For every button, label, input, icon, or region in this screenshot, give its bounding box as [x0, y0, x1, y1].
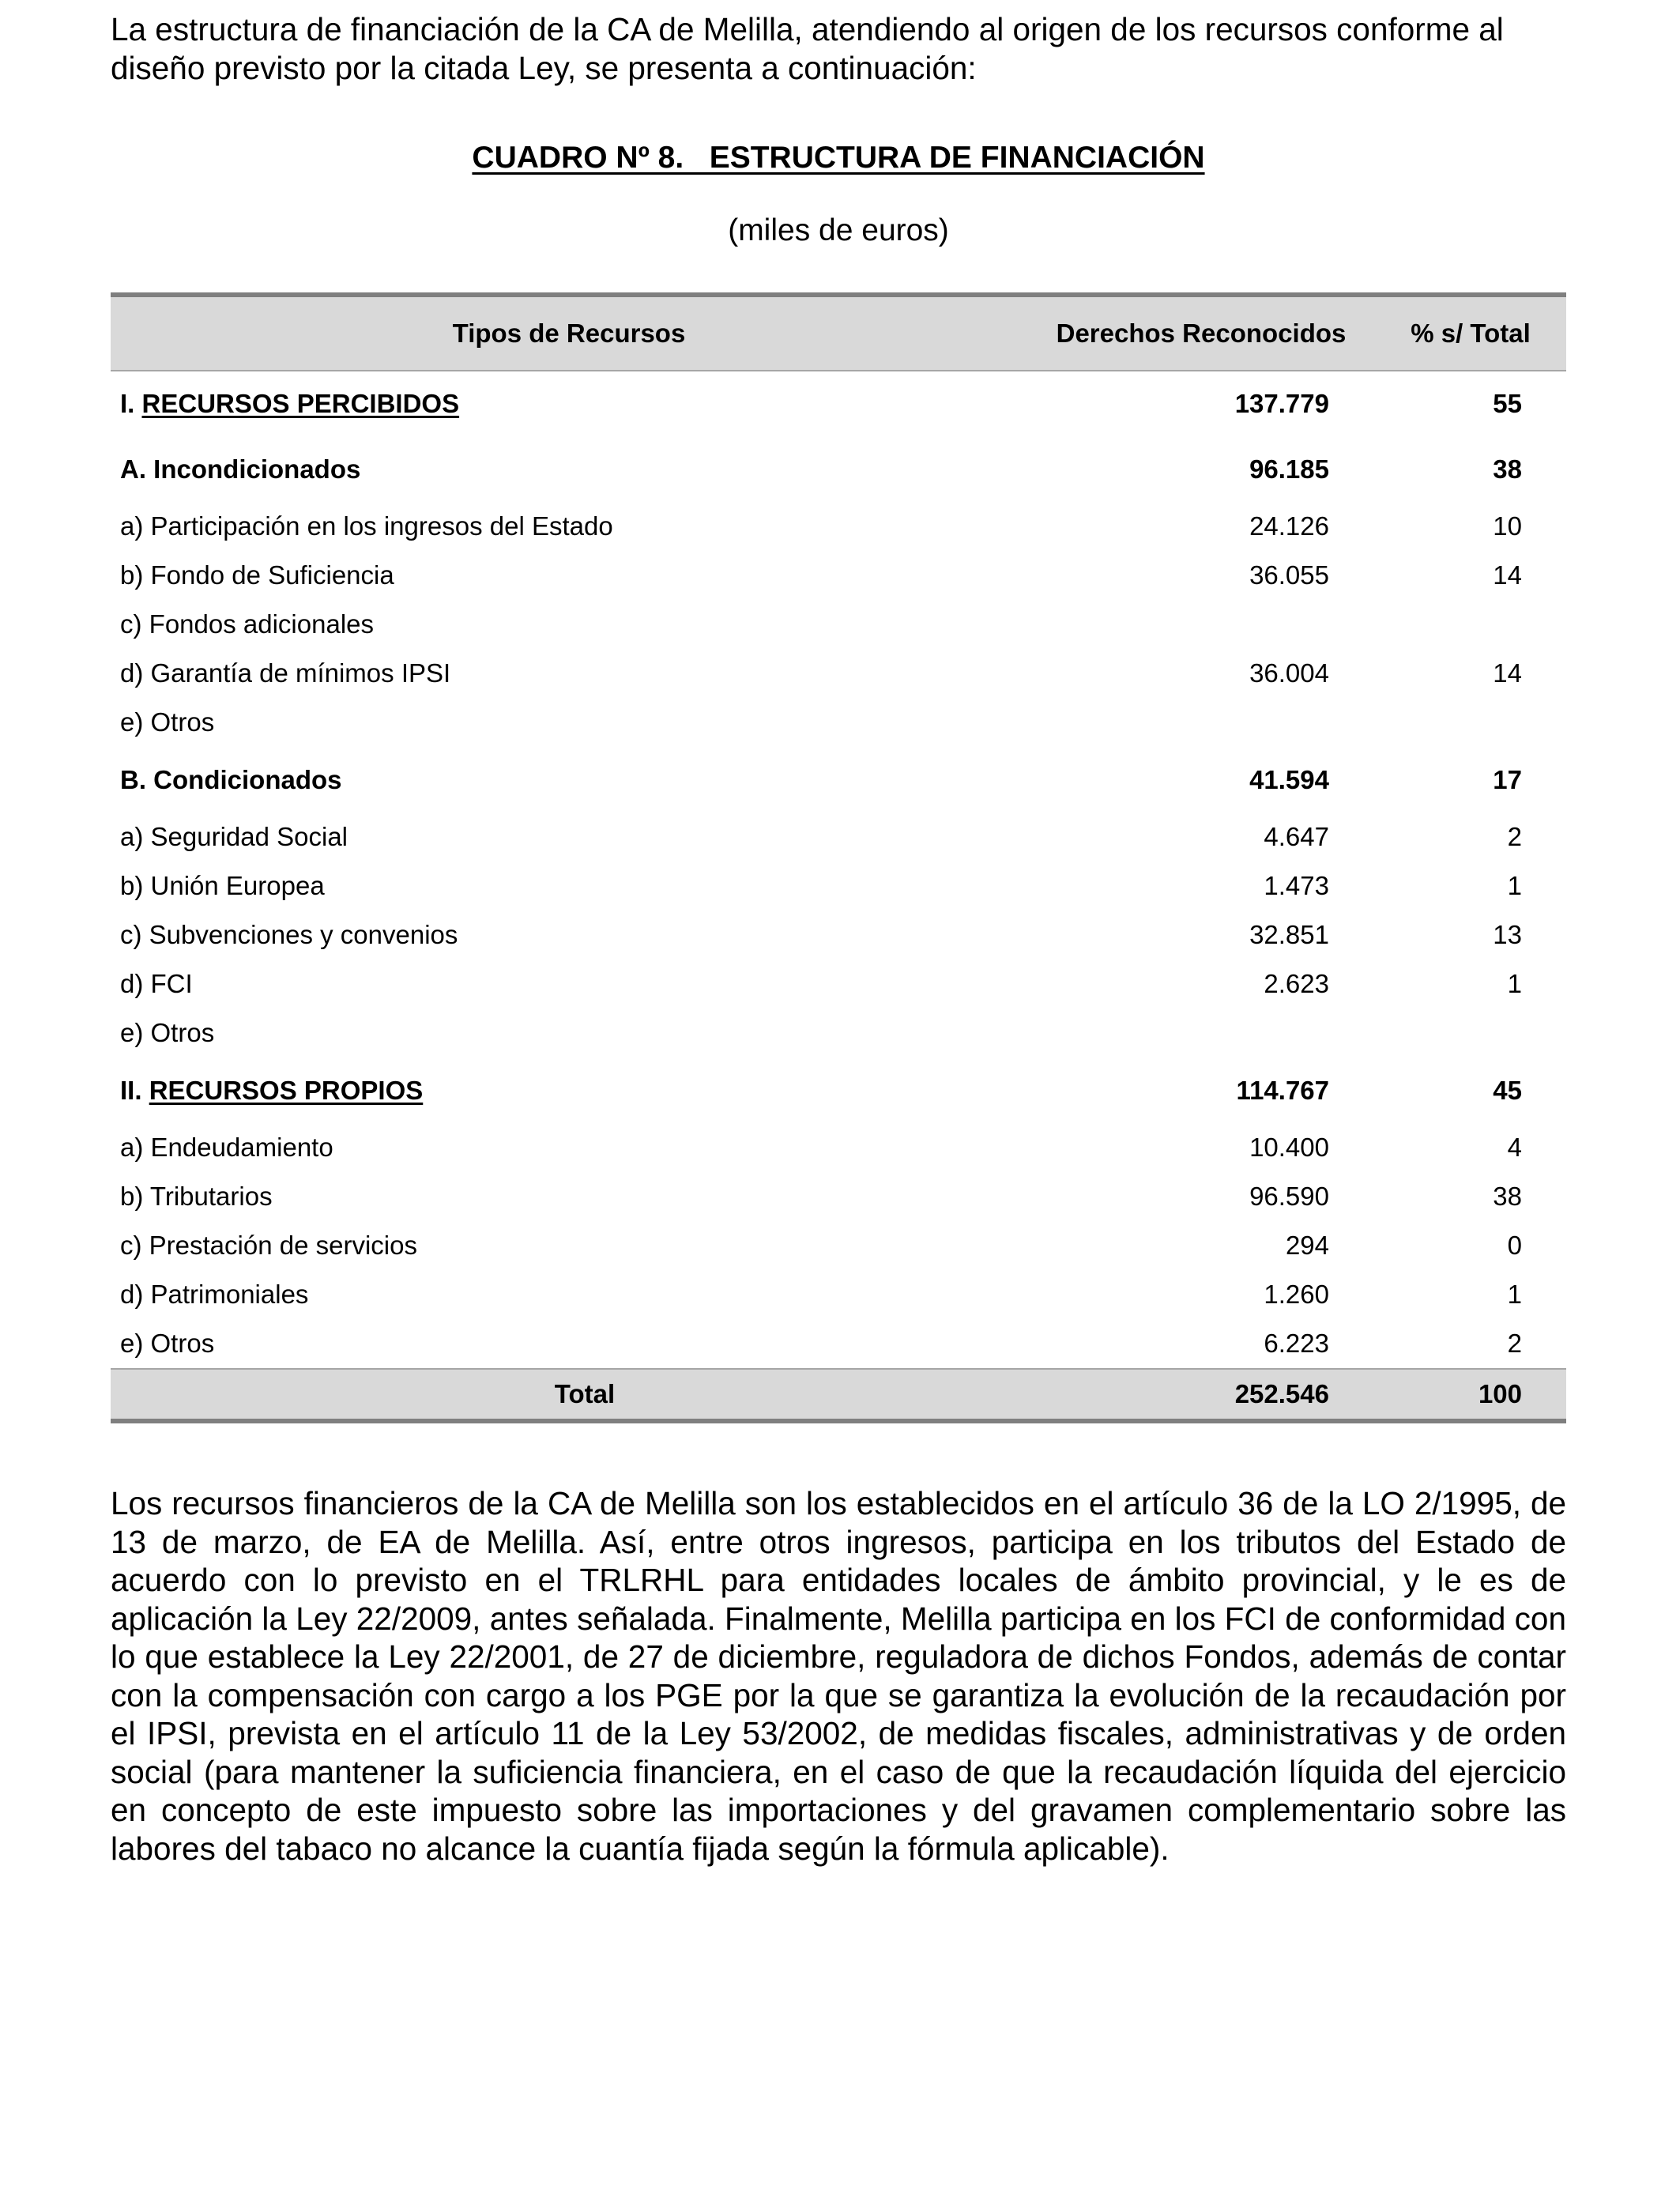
- table-row: [111, 649, 1566, 698]
- total-derechos: 252.546: [1234, 1379, 1329, 1408]
- row-label: A. Incondicionados: [120, 454, 361, 484]
- row-pct: [1375, 600, 1566, 649]
- table-row: [111, 1008, 1566, 1057]
- row-prefix: I.: [120, 389, 142, 418]
- row-label: a) Participación en los ingresos del Estado: [120, 511, 613, 541]
- row-pct: 2: [1507, 1329, 1522, 1358]
- header-pct-total: % s/ Total: [1411, 319, 1531, 348]
- row-pct: 13: [1493, 920, 1522, 949]
- table-title: CUADRO Nº 8. ESTRUCTURA DE FINANCIACIÓN: [472, 141, 1205, 175]
- row-pct: 45: [1493, 1075, 1522, 1105]
- table-row: [111, 600, 1566, 649]
- table-row: [111, 1123, 1566, 1172]
- row-label: b) Tributarios: [120, 1182, 273, 1211]
- table-row: [111, 1057, 1566, 1123]
- row-label: c) Fondos adicionales: [120, 609, 375, 639]
- row-label: [111, 371, 1027, 436]
- table-row: [111, 436, 1566, 502]
- table-subtitle: (miles de euros): [728, 213, 949, 247]
- row-derechos: [1027, 1008, 1375, 1057]
- row-pct: 14: [1493, 658, 1522, 688]
- row-pct: 10: [1493, 511, 1522, 541]
- row-derechos: 96.185: [1249, 454, 1329, 484]
- row-pct: 38: [1493, 454, 1522, 484]
- row-derechos: 294: [1285, 1231, 1329, 1260]
- row-pct: 4: [1507, 1133, 1522, 1162]
- row-derechos: 4.647: [1264, 822, 1329, 851]
- row-derechos: 24.126: [1249, 511, 1329, 541]
- table-row: [111, 747, 1566, 812]
- row-label: b) Fondo de Suficiencia: [120, 560, 394, 590]
- table-row: [111, 502, 1566, 551]
- row-pct: 14: [1493, 560, 1522, 590]
- table-row: [111, 959, 1566, 1008]
- row-label: c) Subvenciones y convenios: [120, 920, 458, 949]
- row-derechos: 1.260: [1264, 1280, 1329, 1309]
- row-label: e) Otros: [120, 1018, 215, 1047]
- row-pct: 38: [1493, 1182, 1522, 1211]
- row-label: d) Garantía de mínimos IPSI: [120, 658, 451, 688]
- row-pct: 55: [1493, 389, 1522, 418]
- table-row: [111, 1221, 1566, 1270]
- row-pct: 0: [1507, 1231, 1522, 1260]
- row-pct: 1: [1507, 969, 1522, 998]
- row-derechos: 1.473: [1264, 871, 1329, 900]
- row-label: d) Patrimoniales: [120, 1280, 309, 1309]
- row-derechos: 10.400: [1249, 1133, 1329, 1162]
- row-derechos: 32.851: [1249, 920, 1329, 949]
- row-derechos: 96.590: [1249, 1182, 1329, 1211]
- row-pct: 2: [1507, 822, 1522, 851]
- total-label: Total: [554, 1379, 616, 1408]
- total-pct: 100: [1478, 1379, 1522, 1408]
- row-derechos: 36.055: [1249, 560, 1329, 590]
- row-label-text: RECURSOS PERCIBIDOS: [141, 389, 460, 418]
- row-derechos: 2.623: [1264, 969, 1329, 998]
- row-derechos: 114.767: [1236, 1075, 1329, 1105]
- table-row: [111, 698, 1566, 747]
- table-row: [111, 371, 1566, 436]
- row-derechos: [1027, 600, 1375, 649]
- table-body: [111, 371, 1566, 1369]
- row-pct: [1375, 698, 1566, 747]
- row-label: e) Otros: [120, 707, 215, 737]
- body-paragraph: Los recursos financieros de la CA de Melilla son los establecidos en el artículo 36 de la LO 2/1995, de 13 de marzo, de EA de Melilla. Así, entre otros ingresos, participa en los tributos del Estado de acuerdo con lo previsto en el TRLRHL para entidades locales de ámbito provincial, y le es de aplicación la Ley 22/2009, antes señalada. Finalmente, Melilla participa en los FCI de conformidad con lo que establece la Ley 22/2001, de 27 de diciembre, reguladora de dichos Fondos, además de contar con la compensación con cargo a los PGE por la que se garantiza la evolución de la recaudación por el IPSI, prevista en el artículo 11 de la Ley 53/2002, de medidas fiscales, administrativas y de orden social (para mantener la suficiencia financiera, en el caso de que la recaudación líquida del ejercicio en concepto de este impuesto sobre las importaciones y del gravamen complementario sobre las labores del tabaco no alcance la cuantía fijada según la fórmula aplicable).: [111, 1485, 1566, 1867]
- row-derechos: 36.004: [1249, 658, 1329, 688]
- table-row: [111, 812, 1566, 861]
- row-label: d) FCI: [120, 969, 193, 998]
- row-derechos: [1027, 698, 1375, 747]
- table-total-row: [111, 1369, 1566, 1421]
- row-pct: [1375, 1008, 1566, 1057]
- table-row: [111, 1270, 1566, 1319]
- table-row: [111, 861, 1566, 910]
- row-label-text: RECURSOS PROPIOS: [149, 1075, 424, 1105]
- table-header-row: [111, 295, 1566, 371]
- row-pct: 17: [1493, 764, 1522, 794]
- row-label: c) Prestación de servicios: [120, 1231, 417, 1260]
- row-label: [111, 1057, 1027, 1123]
- row-pct: 1: [1507, 1280, 1522, 1309]
- row-label: B. Condicionados: [120, 764, 342, 794]
- row-derechos: 6.223: [1264, 1329, 1329, 1358]
- table-row: [111, 910, 1566, 959]
- table-row: [111, 1172, 1566, 1221]
- row-prefix: II.: [120, 1075, 149, 1105]
- row-label: a) Seguridad Social: [120, 822, 348, 851]
- table-row: [111, 1319, 1566, 1369]
- financing-structure-table: [111, 292, 1566, 1423]
- financing-table-wrapper: [111, 292, 1566, 1423]
- table-row: [111, 551, 1566, 600]
- header-tipos-de-recursos: Tipos de Recursos: [452, 319, 686, 348]
- row-derechos: 41.594: [1249, 764, 1329, 794]
- header-derechos-reconocidos: Derechos Reconocidos: [1056, 319, 1347, 348]
- row-label: a) Endeudamiento: [120, 1133, 333, 1162]
- row-label: e) Otros: [120, 1329, 215, 1358]
- row-pct: 1: [1507, 871, 1522, 900]
- row-derechos: 137.779: [1234, 389, 1329, 418]
- intro-paragraph: La estructura de financiación de la CA de Melilla, atendiendo al origen de los recursos conforme al diseño previsto por la citada Ley, se presenta a continuación:: [111, 11, 1504, 86]
- row-label: b) Unión Europea: [120, 871, 325, 900]
